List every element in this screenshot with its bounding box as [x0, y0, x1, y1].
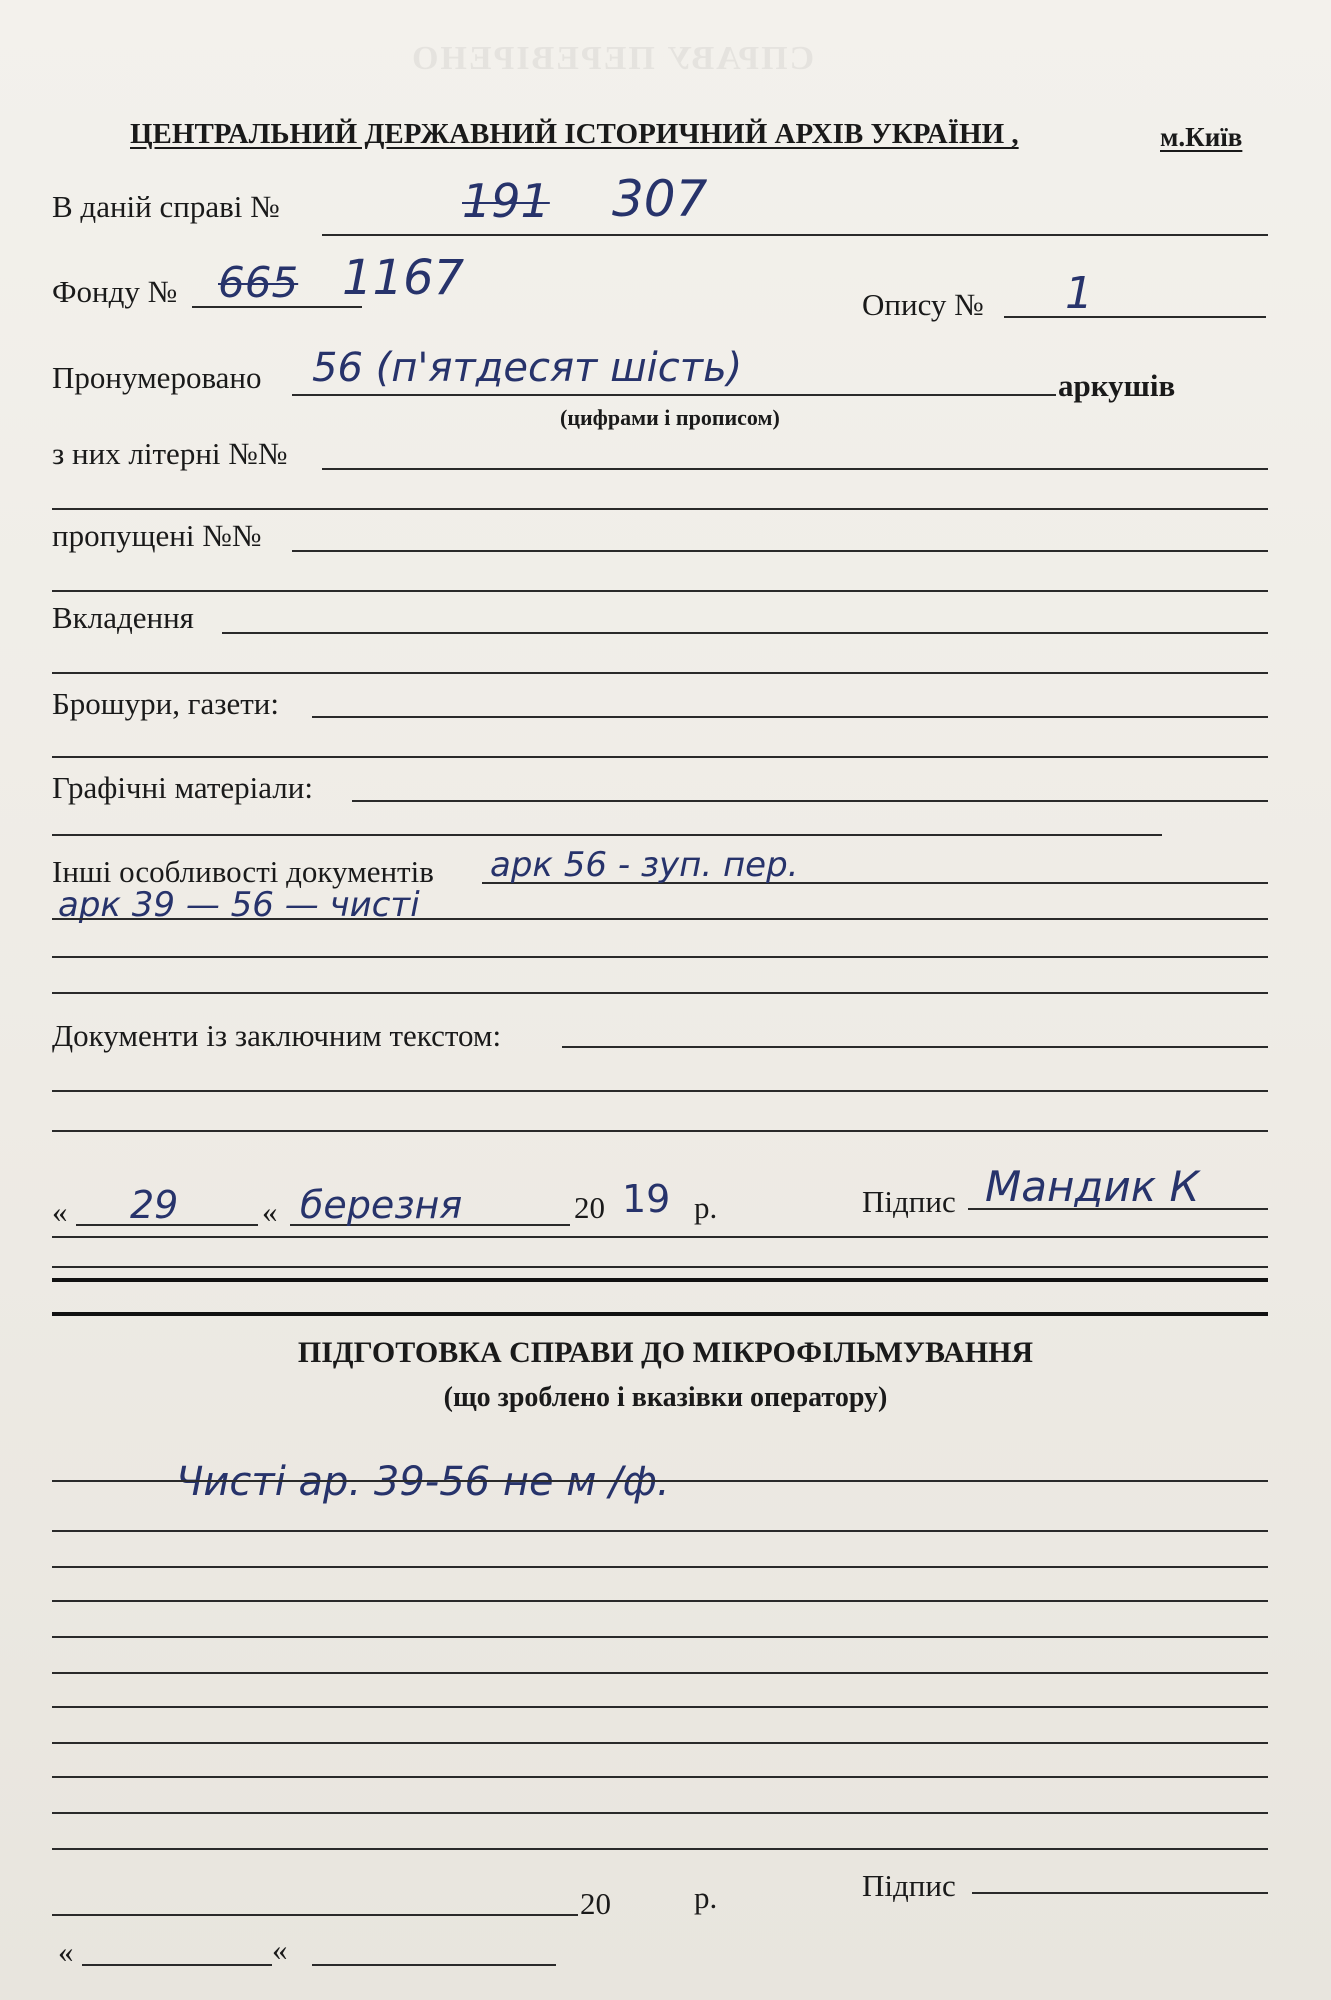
blank-line: [52, 956, 1268, 958]
numbered-label: Пронумеровано: [52, 360, 262, 395]
footer-day-line: [82, 1964, 272, 1966]
case-number-old: 191: [462, 174, 550, 228]
case-number-line: [322, 234, 1268, 236]
section2-title: ПІДГОТОВКА СПРАВИ ДО МІКРОФІЛЬМУВАННЯ: [297, 1336, 1034, 1369]
footer-signature-label: Підпис: [862, 1868, 956, 1903]
footer-year-label: р.: [694, 1880, 718, 1915]
fond-value: 1167: [342, 250, 465, 306]
numbered-line: [292, 394, 1056, 396]
blank-line: [52, 1812, 1268, 1814]
blank-line: [52, 834, 1162, 836]
footer-mid-quote: «: [272, 1932, 288, 1967]
note-line: [52, 1480, 1268, 1482]
archive-title: ЦЕНТРАЛЬНИЙ ДЕРЖАВНИЙ ІСТОРИЧНИЙ АРХІВ УКРАЇНИ ,: [130, 118, 1019, 150]
final-text-docs-label: Документи із заключним текстом:: [52, 1018, 502, 1053]
date-open-quote: «: [52, 1194, 68, 1229]
blank-line: [52, 1236, 1268, 1238]
missing-numbers-label: пропущені №№: [52, 518, 262, 553]
footer-month-line: [312, 1964, 556, 1966]
final-text-docs-line: [562, 1046, 1268, 1048]
section-divider: [52, 1278, 1268, 1282]
blank-line: [52, 1848, 1268, 1850]
attachments-line: [222, 632, 1268, 634]
numbered-hint: (цифрами і прописом): [560, 405, 780, 430]
attachments-label: Вкладення: [52, 600, 194, 635]
blank-line: [52, 1266, 1268, 1268]
date-mid-quote: «: [262, 1194, 278, 1229]
blank-line: [52, 1600, 1268, 1602]
numbered-value: 56 (п'ятдесят шість): [312, 345, 743, 391]
section-divider: [52, 1312, 1268, 1316]
other-features-value-2: арк 39 — 56 — чисті: [58, 885, 420, 925]
brochures-label: Брошури, газети:: [52, 686, 279, 721]
blank-line: [52, 1530, 1268, 1532]
blank-line: [52, 1742, 1268, 1744]
blank-line: [52, 590, 1268, 592]
date-day: 29: [130, 1183, 179, 1227]
blank-line: [52, 672, 1268, 674]
blank-line: [52, 1706, 1268, 1708]
blank-line: [52, 918, 1268, 920]
blank-line: [52, 1776, 1268, 1778]
opys-line: [1004, 316, 1266, 318]
footer-year-line: [52, 1914, 578, 1916]
blank-line: [52, 508, 1268, 510]
case-number-value: 307: [612, 170, 708, 228]
footer-signature-line: [972, 1892, 1268, 1894]
opys-label: Опису №: [862, 287, 984, 322]
brochures-line: [312, 716, 1268, 718]
numbered-suffix: аркушів: [1058, 368, 1176, 403]
missing-numbers-line: [292, 550, 1268, 552]
graphics-line: [352, 800, 1268, 802]
fond-old-value: 665: [218, 258, 299, 307]
footer-open-quote: «: [58, 1934, 74, 1969]
date-year-suffix: 19: [622, 1177, 671, 1221]
graphics-label: Графічні матеріали:: [52, 770, 313, 805]
section2-note: Чисті ар. 39-56 не м /ф.: [176, 1459, 670, 1505]
section2-subtitle: (що зроблено і вказівки оператору): [443, 1382, 888, 1413]
blank-line: [52, 992, 1268, 994]
date-year-prefix: 20: [574, 1190, 605, 1225]
opys-value: 1: [1065, 268, 1093, 319]
blank-line: [52, 1636, 1268, 1638]
other-features-label: Інші особливості документів: [52, 854, 434, 889]
blank-line: [52, 756, 1268, 758]
case-number-label: В даній справі №: [52, 189, 280, 224]
other-features-value-1: арк 56 - зуп. пер.: [490, 845, 799, 885]
footer-year-prefix: 20: [580, 1886, 611, 1921]
date-month: березня: [300, 1183, 463, 1227]
date-year-label: р.: [694, 1190, 718, 1225]
blank-line: [52, 1130, 1268, 1132]
fond-label: Фонду №: [52, 274, 178, 309]
blank-line: [52, 1672, 1268, 1674]
blank-line: [52, 1566, 1268, 1568]
letter-numbers-line: [322, 468, 1268, 470]
blank-line: [52, 1090, 1268, 1092]
signature-value: Мандик К: [985, 1162, 1200, 1211]
letter-numbers-label: з них літерні №№: [52, 436, 288, 471]
signature-label: Підпис: [862, 1184, 956, 1219]
show-through-text: СПРАВУ ПЕРЕВІРЕНО: [410, 40, 815, 77]
city-label: м.Київ: [1160, 122, 1243, 152]
